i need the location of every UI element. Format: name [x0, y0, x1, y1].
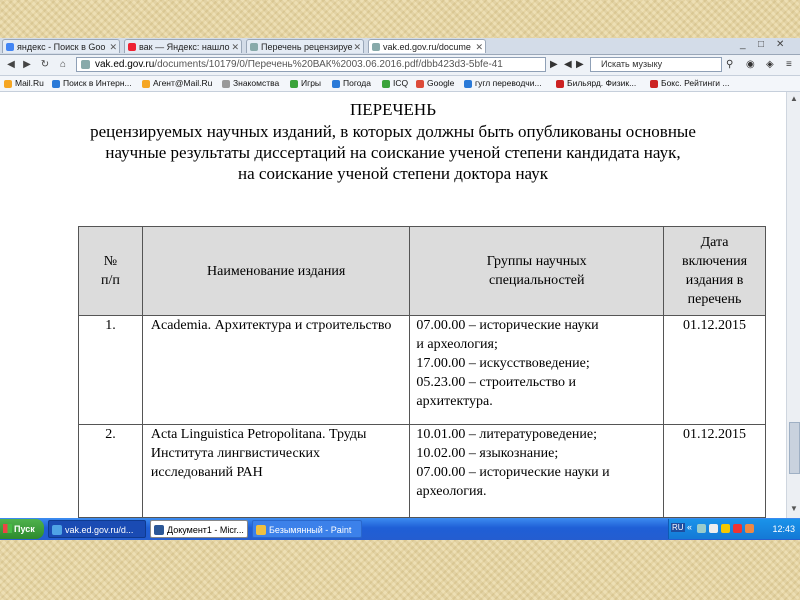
- group-line: 07.00.00 – исторические науки: [416, 318, 599, 333]
- previous-icon[interactable]: ◀: [564, 59, 572, 70]
- bookmark-translate[interactable]: [464, 77, 542, 90]
- google-icon: [6, 43, 14, 51]
- paint-icon: [256, 525, 266, 535]
- document-subtitle-line: рецензируемых научных изданий, в которых должны быть опубликованы основные: [90, 122, 696, 141]
- tab-label: вак — Яндекс: нашло: [139, 42, 230, 52]
- weather-icon: [332, 80, 340, 88]
- start-label: Пуск: [14, 524, 35, 534]
- url-field[interactable]: [76, 57, 546, 72]
- tab-yandex-search[interactable]: [2, 39, 120, 53]
- browser-icon: [52, 525, 62, 535]
- group-line: 17.00.00 – искусствоведение;: [416, 356, 590, 371]
- row-number: 1.: [79, 316, 143, 425]
- network-icon[interactable]: [697, 524, 706, 533]
- bookmark-google[interactable]: [416, 77, 454, 90]
- table-header-row: [79, 227, 766, 316]
- menu-icon[interactable]: ≡: [786, 59, 792, 70]
- video-icon: [650, 80, 658, 88]
- table-row: [79, 316, 766, 425]
- row-date: 01.12.2015: [664, 425, 766, 518]
- tab-vak-document[interactable]: [368, 39, 486, 53]
- search-icon[interactable]: ⚲: [726, 59, 734, 70]
- reload-icon[interactable]: ↻: [40, 59, 50, 70]
- scrollbar-thumb[interactable]: [789, 422, 800, 474]
- url-host: vak.ed.gov.ru: [95, 59, 155, 70]
- header-label: № п/п: [101, 254, 120, 288]
- play-icon[interactable]: ▶: [550, 59, 558, 70]
- music-search-input[interactable]: [590, 57, 722, 72]
- tab-label: vak.ed.gov.ru/docume: [383, 42, 471, 52]
- bookmarks-bar: [0, 76, 800, 92]
- bookmark-boxing[interactable]: [650, 77, 730, 90]
- shield-icon[interactable]: [721, 524, 730, 533]
- group-line: и археология;: [416, 337, 498, 352]
- header-number: [79, 227, 143, 316]
- group-line: 10.01.00 – литературоведение;: [416, 427, 597, 442]
- close-icon[interactable]: ✕: [353, 42, 361, 52]
- row-title: Academia. Архитектура и строительство: [142, 316, 410, 425]
- document-title: ПЕРЕЧЕНЬ: [350, 100, 436, 119]
- translate-icon: [464, 80, 472, 88]
- bookmark-label: Бильярд. Физик...: [567, 78, 637, 88]
- bookmark-label: ICQ: [393, 78, 409, 88]
- close-icon[interactable]: ✕: [475, 42, 483, 52]
- group-line: археология.: [416, 484, 487, 499]
- agent-icon: [142, 80, 150, 88]
- tab-vak-yandex[interactable]: [124, 39, 242, 53]
- document-subtitle-line: научные результаты диссертаций на соискание ученой степени кандидата наук,: [105, 143, 681, 162]
- header-title: [142, 227, 410, 316]
- bookmark-icq[interactable]: [382, 77, 408, 90]
- close-window-icon[interactable]: ✕: [776, 39, 785, 50]
- header-label: Наименование издания: [207, 263, 346, 279]
- taskbar: [0, 518, 800, 540]
- vertical-scrollbar[interactable]: [786, 92, 800, 518]
- pdf-viewport: [0, 92, 786, 518]
- group-line: архитектура.: [416, 394, 493, 409]
- tab-perechen[interactable]: [246, 39, 364, 53]
- mailru-icon: [4, 80, 12, 88]
- tab-label: яндекс - Поиск в Goo: [17, 42, 106, 52]
- url-path: /documents/10179/0/Перечень%20ВАК%2003.06.2016.pdf/dbb423d3-5bfe-41: [154, 59, 503, 70]
- close-icon[interactable]: ✕: [231, 42, 239, 52]
- group-line: 05.23.00 – строительство и: [416, 375, 576, 390]
- update-icon[interactable]: [745, 524, 754, 533]
- minimize-icon[interactable]: _: [740, 39, 746, 50]
- icq-icon: [382, 80, 390, 88]
- bookmark-mailru[interactable]: [4, 77, 44, 90]
- at-icon: [222, 80, 230, 88]
- row-number: 2.: [79, 425, 143, 518]
- bookmark-label: Агент@Mail.Ru: [153, 78, 213, 88]
- row-groups: [410, 316, 664, 425]
- navigation-bar: [0, 55, 800, 76]
- header-label: Группы научных специальностей: [486, 254, 587, 288]
- expand-tray-icon[interactable]: «: [687, 522, 693, 532]
- bookmark-label: Бокс. Рейтинги ...: [661, 78, 730, 88]
- tab-bar: [0, 38, 800, 55]
- volume-icon[interactable]: [709, 524, 718, 533]
- search-icon: [52, 80, 60, 88]
- bookmark-label: Google: [427, 78, 455, 88]
- clock: 12:43: [772, 524, 795, 534]
- journals-table: [78, 226, 766, 518]
- bookmark-label: Mail.Ru: [15, 78, 44, 88]
- home-icon[interactable]: ⌂: [59, 59, 67, 70]
- yandex-icon: [128, 43, 136, 51]
- row-date: 01.12.2015: [664, 316, 766, 425]
- word-icon: [154, 525, 164, 535]
- group-line: 10.02.00 – языкознание;: [416, 446, 559, 461]
- bookmark-label: Поиск в Интерн...: [63, 78, 132, 88]
- extension-icon[interactable]: ◉: [746, 59, 755, 70]
- document-subtitle-line: на соискание ученой степени доктора наук: [238, 164, 548, 183]
- taskbar-item-label: vak.ed.gov.ru/d...: [65, 525, 134, 535]
- taskbar-item-word[interactable]: [150, 520, 248, 538]
- table-row: [79, 425, 766, 518]
- bookmark-games[interactable]: [290, 77, 321, 90]
- next-icon[interactable]: ▶: [576, 59, 584, 70]
- games-icon: [290, 80, 298, 88]
- scroll-down-icon[interactable]: ▼: [790, 504, 798, 513]
- antivirus-icon[interactable]: [733, 524, 742, 533]
- bookmark-label: Знакомства: [233, 78, 280, 88]
- close-icon[interactable]: ✕: [109, 42, 117, 52]
- bookmark-label: Погода: [343, 78, 371, 88]
- taskbar-item-browser[interactable]: [48, 520, 146, 538]
- bookmark-weather[interactable]: [332, 77, 371, 90]
- bookmark-label: гугл переводчи...: [475, 78, 542, 88]
- bookmark-agent[interactable]: [142, 77, 212, 90]
- row-title: Acta Linguistica Petropolitana. Труды Института лингвистических исследований РАН: [142, 425, 410, 518]
- windows-logo-icon: [3, 524, 12, 533]
- bookmark-label: Игры: [301, 78, 322, 88]
- video-icon: [556, 80, 564, 88]
- forward-icon[interactable]: ▶: [23, 59, 31, 70]
- page-icon: [250, 43, 258, 51]
- search-placeholder: Искать музыку: [601, 59, 663, 69]
- header-date: [664, 227, 766, 316]
- header-label: Дата включения издания в перечень: [682, 235, 748, 307]
- start-button[interactable]: [0, 519, 44, 539]
- taskbar-item-paint[interactable]: [252, 520, 362, 538]
- tab-label: Перечень рецензируе: [261, 42, 353, 52]
- bookmark-search[interactable]: [52, 77, 132, 90]
- row-groups: [410, 425, 664, 518]
- maximize-icon[interactable]: □: [758, 39, 765, 50]
- system-tray: [668, 519, 800, 539]
- language-indicator[interactable]: RU: [672, 523, 684, 532]
- bookmark-billiards[interactable]: [556, 77, 636, 90]
- taskbar-item-label: Документ1 - Micr...: [167, 525, 244, 535]
- bookmark-dating[interactable]: [222, 77, 279, 90]
- scroll-up-icon[interactable]: ▲: [790, 94, 798, 103]
- page-icon: [372, 43, 380, 51]
- page-icon: [81, 60, 90, 69]
- group-line: 07.00.00 – исторические науки и: [416, 465, 610, 480]
- google-icon: [416, 80, 424, 88]
- header-groups: [410, 227, 664, 316]
- taskbar-item-label: Безымянный - Paint: [269, 525, 352, 535]
- back-icon[interactable]: ◀: [7, 59, 15, 70]
- extension-icon[interactable]: ◈: [766, 59, 774, 70]
